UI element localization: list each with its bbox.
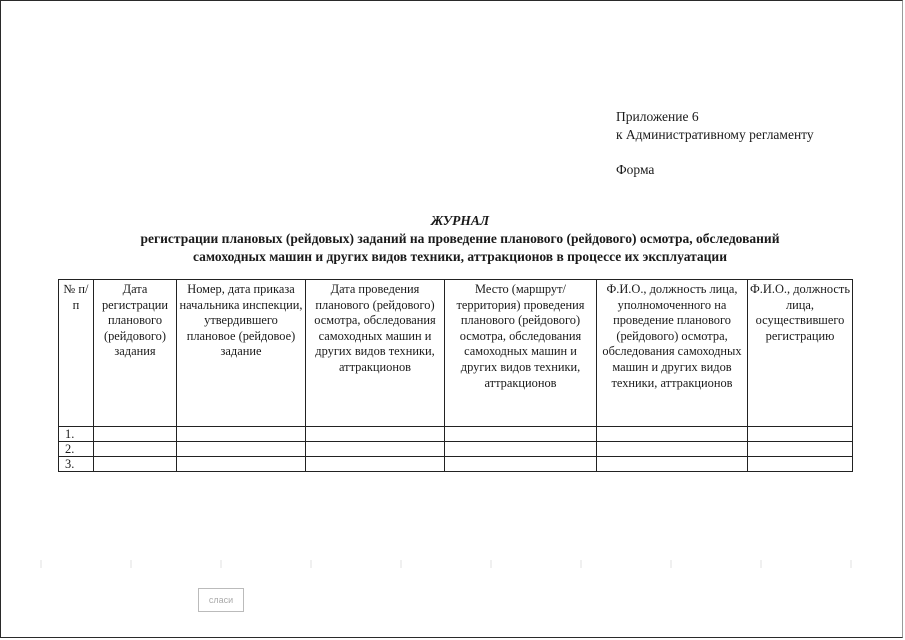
table-cell <box>177 442 306 457</box>
table-cell <box>597 457 748 472</box>
table-cell <box>445 442 597 457</box>
appendix-line-2: к Административному регламенту <box>616 127 814 142</box>
table-row <box>59 457 853 472</box>
header-inspection-date: Дата проведения планового (рейдового) осмотра, обследования самоходных машин и других видов техники, аттракционов <box>306 280 445 427</box>
table-cell <box>597 442 748 457</box>
title-line-1: регистрации плановых (рейдовых) заданий на проведение планового (рейдового) осмотра, обследований <box>140 231 780 246</box>
header-registrar: Ф.И.О., должность лица, осуществившего регистрацию <box>748 280 853 427</box>
journal-table <box>58 279 853 472</box>
header-authorized-person: Ф.И.О., должность лица, уполномоченного на проведение планового (рейдового) осмотра, обследования самоходных машин и других видов техники, аттракционов <box>597 280 748 427</box>
table-row <box>59 442 853 457</box>
header-registration-date: Дата регистрации планового (рейдового) задания <box>94 280 177 427</box>
table-cell <box>306 427 445 442</box>
table-cell <box>306 442 445 457</box>
row-number: 3. <box>59 457 94 472</box>
table-cell <box>94 457 177 472</box>
table-cell <box>177 457 306 472</box>
table-cell <box>306 457 445 472</box>
appendix-line-1: Приложение 6 <box>616 109 699 124</box>
row-number: 2. <box>59 442 94 457</box>
table-cell <box>748 442 853 457</box>
appendix-note <box>616 108 814 144</box>
header-order: Номер, дата приказа начальника инспекции, утвердившего плановое (рейдовое) задание <box>177 280 306 427</box>
table-cell <box>597 427 748 442</box>
row-number: 1. <box>59 427 94 442</box>
form-label: Форма <box>616 162 655 177</box>
faint-stamp: сласи <box>198 588 244 612</box>
header-place: Место (маршрут/территория) проведения планового (рейдового) осмотра, обследования самоходных машин и других видов техники, аттракционов <box>445 280 597 427</box>
table-cell <box>177 427 306 442</box>
scan-artifact <box>0 560 905 568</box>
table-cell <box>748 457 853 472</box>
table-header-row <box>59 280 853 427</box>
table-cell <box>445 457 597 472</box>
title-main: ЖУРНАЛ <box>430 213 490 228</box>
table-cell <box>445 427 597 442</box>
header-number: № п/п <box>59 280 94 427</box>
table-cell <box>94 427 177 442</box>
table-row <box>59 427 853 442</box>
table-cell <box>94 442 177 457</box>
title-line-2: самоходных машин и других видов техники, аттракционов в процессе их эксплуатации <box>193 249 727 264</box>
table-cell <box>748 427 853 442</box>
document-title <box>60 212 860 266</box>
